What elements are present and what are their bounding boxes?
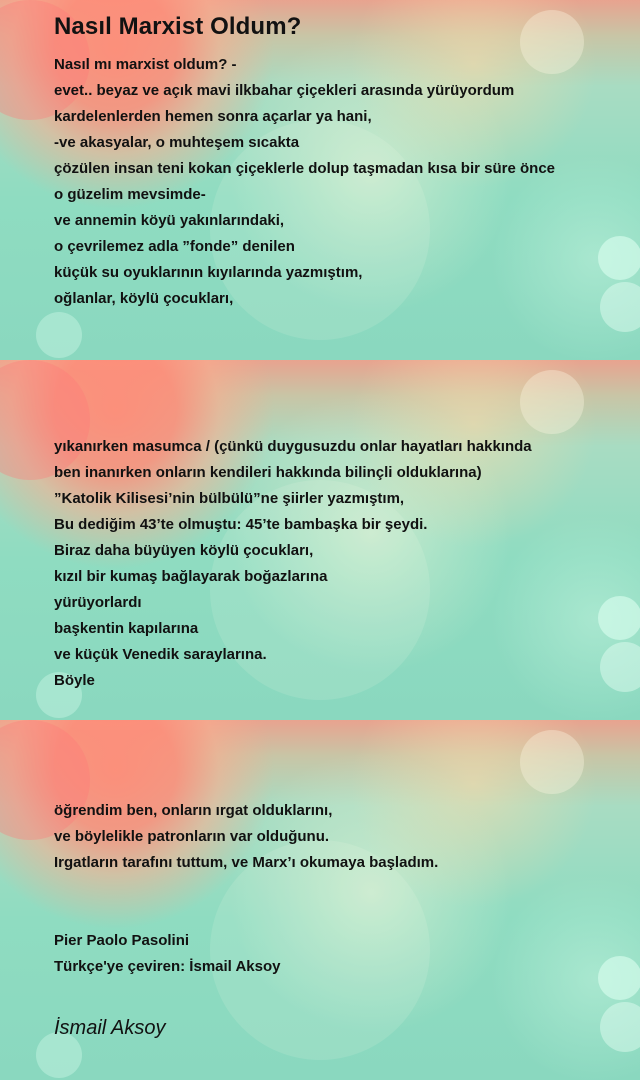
bokeh-decoration (600, 1002, 640, 1052)
poem-stanza-2 (54, 408, 614, 694)
poem-panel-2 (0, 360, 640, 720)
poem-line: Böyle (54, 672, 95, 689)
poem-line: oğlanlar, köylü çocukları, (54, 290, 234, 307)
bokeh-decoration (36, 312, 82, 358)
poem-line: küçük su oyuklarının kıyılarında yazmıştım, (54, 264, 363, 281)
poem-line: kardelenlerden hemen sonra açarlar ya hani, (54, 108, 372, 125)
blank-line (54, 408, 614, 434)
poem-stanza-1 (54, 52, 614, 312)
poem-stanza-3 (54, 772, 614, 980)
poet-name: Pier Paolo Pasolini (54, 932, 190, 949)
poem-line: Biraz daha büyüyen köylü çocukları, (54, 542, 314, 559)
poem-line: ve annemin köyü yakınlarındaki, (54, 212, 285, 229)
poem-line: o çevrilemez adla ”fonde” denilen (54, 238, 295, 255)
poem-line: çözülen insan teni kokan çiçeklerle dolup taşmadan kısa bir süre önce (54, 160, 556, 177)
poem-panel-1 (0, 0, 640, 360)
translator-credit: Türkçe'ye çeviren: İsmail Aksoy (54, 958, 281, 975)
poem-line: yıkanırken masumca / (çünkü duygusuzdu onlar hayatları hakkında (54, 438, 532, 455)
poem-line: kızıl bir kumaş bağlayarak boğazlarına (54, 568, 328, 585)
poem-line: -ve akasyalar, o muhteşem sıcakta (54, 134, 300, 151)
poem-line: Nasıl mı marxist oldum? - (54, 56, 237, 73)
poem-line: ve küçük Venedik saraylarına. (54, 646, 267, 663)
poem-line: ben inanırken onların kendileri hakkında bilinçli olduklarına) (54, 464, 482, 481)
poem-line: evet.. beyaz ve açık mavi ilkbahar çiçekleri arasında yürüyordum (54, 82, 515, 99)
poem-line: öğrendim ben, onların ırgat olduklarını, (54, 802, 333, 819)
poem-line: Irgatların tarafını tuttum, ve Marx’ı okumaya başladım. (54, 854, 439, 871)
poem-line: ”Katolik Kilisesi’nin bülbülü”ne şiirler yazmıştım, (54, 490, 405, 507)
poem-panel-3 (0, 720, 640, 1080)
poem-line: Bu dediğim 43’te olmuştu: 45’te bambaşka bir şeydi. (54, 516, 428, 533)
poem-line: yürüyorlardı (54, 594, 142, 611)
poem-title: Nasıl Marxist Oldum? (54, 13, 302, 40)
poem-line: o güzelim mevsimde- (54, 186, 206, 203)
poem-line: başkentin kapılarına (54, 620, 199, 637)
blank-line (54, 902, 614, 928)
blank-line (54, 772, 614, 798)
blank-line (54, 876, 614, 902)
poem-line: ve böylelikle patronların var olduğunu. (54, 828, 330, 845)
author-signature: İsmail Aksoy (54, 1017, 166, 1039)
